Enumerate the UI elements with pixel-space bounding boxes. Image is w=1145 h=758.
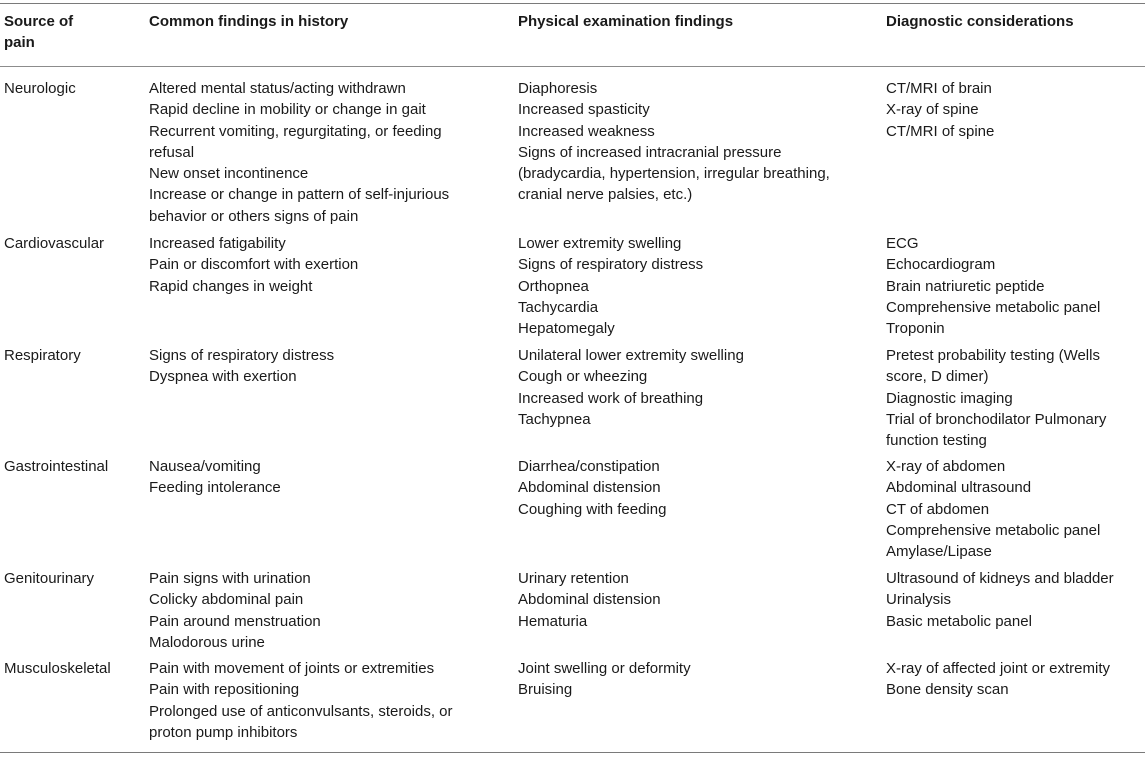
exam-line: Lower extremity swelling (518, 235, 682, 252)
cell-diagnostic (886, 456, 1144, 562)
cell-history (149, 658, 499, 743)
history-line: Increased fatigability (149, 235, 286, 252)
exam-line: cranial nerve palsies, etc.) (518, 186, 693, 204)
cell-diagnostic (886, 78, 1144, 142)
cell-source (4, 345, 129, 366)
exam-line: Urinary retention (518, 570, 629, 587)
history-line: behavior or others signs of pain (149, 207, 359, 225)
history-line: proton pump inhibitors (149, 723, 298, 741)
history-line: Nausea/vomiting (149, 458, 261, 475)
table-header (0, 11, 1145, 61)
cell-history (149, 456, 499, 499)
exam-line: Increased spasticity (518, 101, 650, 119)
cell-exam (518, 78, 868, 206)
cell-diagnostic (886, 345, 1144, 451)
exam-line: Coughing with feeding (518, 500, 667, 518)
source-label: Musculoskeletal (4, 660, 111, 677)
table-bottom-rule (0, 752, 1145, 753)
history-line: Malodorous urine (149, 633, 265, 651)
header-physical-exam: Physical examination findings (518, 13, 734, 30)
cell-diagnostic (886, 233, 1144, 339)
header-divider-rule (0, 66, 1145, 67)
diagnostic-line: Trial of bronchodilator Pulmonary (886, 410, 1107, 428)
exam-line: Diaphoresis (518, 80, 598, 97)
header-source-of-pain (4, 11, 129, 53)
source-label: Gastrointestinal (4, 458, 109, 475)
cell-diagnostic (886, 658, 1144, 701)
exam-line: Joint swelling or deformity (518, 660, 691, 677)
diagnostic-line: Basic metabolic panel (886, 612, 1032, 630)
history-line: Rapid changes in weight (149, 277, 313, 295)
history-line: Rapid decline in mobility or change in gait (149, 101, 426, 119)
exam-line: Diarrhea/constipation (518, 458, 660, 475)
cell-exam (518, 233, 868, 339)
history-line: Increase or change in pattern of self-injurious (149, 186, 450, 204)
history-line: refusal (149, 143, 195, 161)
diagnostic-line: CT/MRI of brain (886, 80, 992, 97)
cell-exam (518, 568, 868, 632)
diagnostic-line: CT/MRI of spine (886, 122, 995, 140)
history-line: Dyspnea with exertion (149, 368, 297, 386)
exam-line: Signs of increased intracranial pressure (518, 143, 782, 161)
history-line: Pain with movement of joints or extremities (149, 660, 435, 677)
diagnostic-line: CT of abdomen (886, 500, 990, 518)
history-line: Signs of respiratory distress (149, 347, 335, 364)
diagnostic-line: ECG (886, 235, 919, 252)
cell-history (149, 568, 499, 653)
diagnostic-line: Amylase/Lipase (886, 543, 992, 561)
exam-line: Abdominal distension (518, 479, 661, 497)
cell-source (4, 78, 129, 99)
history-line: Pain with repositioning (149, 681, 300, 699)
source-label: Respiratory (4, 347, 81, 364)
cell-source (4, 568, 129, 589)
history-line: New onset incontinence (149, 165, 309, 183)
source-label: Genitourinary (4, 570, 95, 587)
history-line: Recurrent vomiting, regurgitating, or feeding (149, 122, 442, 140)
history-line: Colicky abdominal pain (149, 591, 304, 609)
diagnostic-line: Bone density scan (886, 681, 1009, 699)
diagnostic-line: Brain natriuretic peptide (886, 277, 1045, 295)
cell-source (4, 233, 129, 254)
exam-line: Cough or wheezing (518, 368, 648, 386)
exam-line: Signs of respiratory distress (518, 256, 704, 274)
header-diagnostic: Diagnostic considerations (886, 13, 1074, 30)
diagnostic-line: Pretest probability testing (Wells (886, 347, 1100, 364)
header-source-line-2: pain (4, 34, 35, 51)
cell-history (149, 345, 499, 388)
cell-history (149, 78, 499, 227)
diagnostic-line: function testing (886, 432, 987, 450)
cell-diagnostic (886, 568, 1144, 632)
cell-source (4, 658, 129, 679)
history-line: Feeding intolerance (149, 479, 281, 497)
source-label: Neurologic (4, 80, 76, 97)
diagnostic-line: Ultrasound of kidneys and bladder (886, 570, 1114, 587)
cell-source (4, 456, 129, 477)
diagnostic-line: Troponin (886, 320, 945, 338)
source-label: Cardiovascular (4, 235, 105, 252)
history-line: Prolonged use of anticonvulsants, steroids, or (149, 702, 453, 720)
history-line: Altered mental status/acting withdrawn (149, 80, 406, 97)
history-line: Pain around menstruation (149, 612, 321, 630)
exam-line: Tachypnea (518, 410, 591, 428)
exam-line: (bradycardia, hypertension, irregular breathing, (518, 165, 830, 183)
table-top-rule (0, 3, 1145, 4)
history-line: Pain or discomfort with exertion (149, 256, 359, 274)
cell-exam (518, 658, 868, 701)
history-line: Pain signs with urination (149, 570, 311, 587)
cell-exam (518, 345, 868, 430)
exam-line: Increased weakness (518, 122, 655, 140)
diagnostic-line: Abdominal ultrasound (886, 479, 1032, 497)
cell-history (149, 233, 499, 297)
exam-line: Increased work of breathing (518, 389, 704, 407)
exam-line: Hematuria (518, 612, 588, 630)
exam-line: Unilateral lower extremity swelling (518, 347, 744, 364)
diagnostic-line: Echocardiogram (886, 256, 996, 274)
header-common-findings: Common findings in history (149, 13, 349, 30)
diagnostic-line: X-ray of spine (886, 101, 979, 119)
header-source-line-1: Source of (4, 13, 74, 30)
diagnostic-line: Comprehensive metabolic panel (886, 521, 1101, 539)
exam-line: Hepatomegaly (518, 320, 615, 338)
diagnostic-line: Urinalysis (886, 591, 952, 609)
diagnostic-line: X-ray of affected joint or extremity (886, 660, 1110, 677)
diagnostic-line: X-ray of abdomen (886, 458, 1006, 475)
exam-line: Bruising (518, 681, 573, 699)
diagnostic-line: Diagnostic imaging (886, 389, 1013, 407)
exam-line: Abdominal distension (518, 591, 661, 609)
diagnostic-line: Comprehensive metabolic panel (886, 298, 1101, 316)
exam-line: Orthopnea (518, 277, 589, 295)
diagnostic-line: score, D dimer) (886, 368, 989, 386)
exam-line: Tachycardia (518, 298, 599, 316)
cell-exam (518, 456, 868, 520)
